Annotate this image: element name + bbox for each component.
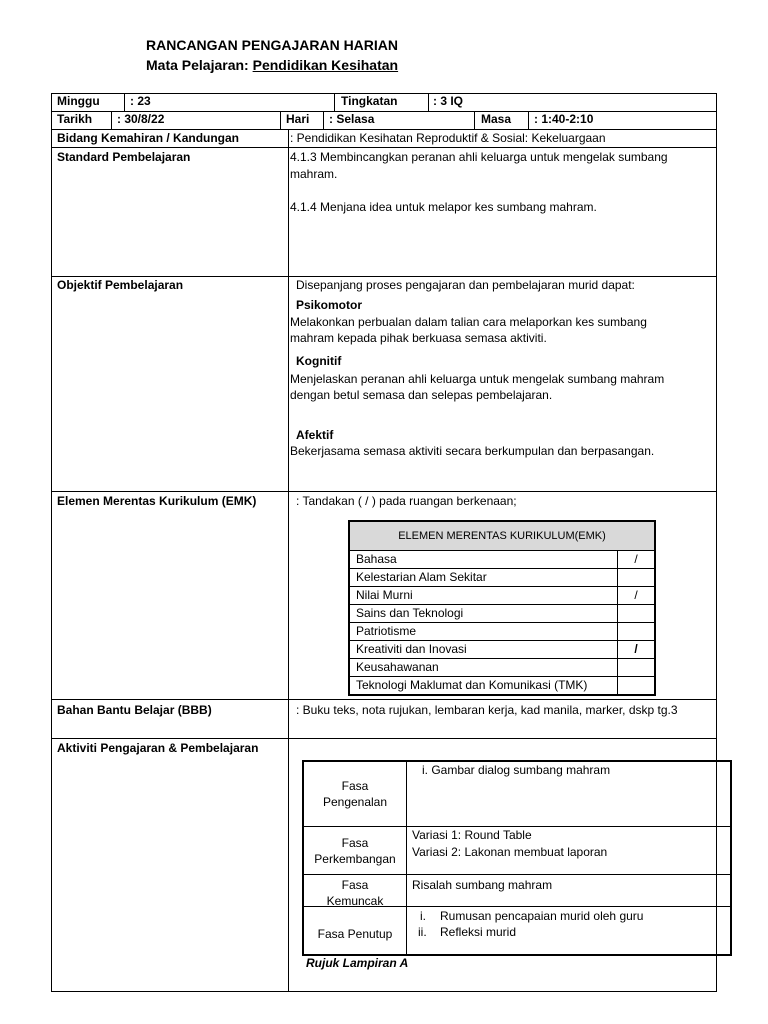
fasa-kemuncak-label: Fasa Kemuncak: [326, 878, 384, 908]
fasa-divider: [304, 874, 730, 875]
emk-table: [348, 520, 656, 696]
bidang-label: Bidang Kemahiran / Kandungan: [57, 131, 240, 145]
table-border: [288, 129, 289, 992]
emk-row: [350, 623, 654, 641]
emk-row-label: Patriotisme: [350, 623, 618, 640]
lampiran-note: Rujuk Lampiran A: [306, 956, 409, 970]
emk-row-mark: [618, 677, 654, 694]
table-border: [323, 111, 324, 129]
objektif-line: Melakonkan perbualan dalam talian cara melaporkan kes sumbang: [290, 315, 647, 329]
emk-row-label: Teknologi Maklumat dan Komunikasi (TMK): [350, 677, 618, 694]
emk-row-mark: [618, 623, 654, 640]
tarikh-value: : 30/8/22: [117, 112, 165, 126]
fasa-divider: [406, 762, 407, 954]
table-border: [474, 111, 475, 129]
fasa-penutup-numeral: i.: [420, 909, 426, 923]
fasa-penutup-label: Fasa Penutup: [317, 927, 393, 941]
objektif-label: Objektif Pembelajaran: [57, 278, 184, 292]
hari-value: : Selasa: [329, 112, 375, 126]
emk-row-label: Sains dan Teknologi: [350, 605, 618, 622]
emk-row: [350, 605, 654, 623]
objektif-line: Bekerjasama semasa aktiviti secara berkumpulan dan berpasangan.: [290, 444, 655, 458]
table-border: [124, 93, 125, 111]
psikomotor-heading: Psikomotor: [296, 298, 363, 312]
emk-row-mark: [618, 659, 654, 676]
table-border: [51, 738, 717, 739]
standard-line: 4.1.3 Membincangkan peranan ahli keluarga untuk mengelak sumbang: [290, 150, 668, 164]
table-border: [428, 93, 429, 111]
bbb-label: Bahan Bantu Belajar (BBB): [57, 703, 212, 717]
fasa-penutup-numeral: ii.: [418, 925, 427, 939]
objektif-line: mahram kepada pihak berkuasa semasa aktiviti.: [290, 331, 547, 345]
emk-row: [350, 677, 654, 694]
emk-row-mark: /: [634, 552, 638, 566]
table-border: [280, 111, 281, 129]
fasa-pengenalan-label: Fasa Pengenalan: [322, 779, 388, 809]
emk-row-label: Nilai Murni: [350, 587, 618, 604]
emk-instruction: : Tandakan ( / ) pada ruangan berkenaan;: [296, 494, 517, 508]
objektif-line: Menjelaskan peranan ahli keluarga untuk mengelak sumbang mahram: [290, 372, 665, 386]
standard-line: 4.1.4 Menjana idea untuk melapor kes sumbang mahram.: [290, 200, 597, 214]
tingkatan-value: : 3 IQ: [433, 94, 464, 108]
emk-row-mark: [618, 569, 654, 586]
emk-row-label: Bahasa: [350, 551, 618, 568]
emk-row: [350, 569, 654, 587]
page-title: RANCANGAN PENGAJARAN HARIAN: [146, 37, 399, 53]
objektif-intro: Disepanjang proses pengajaran dan pembelajaran murid dapat:: [296, 278, 635, 292]
emk-row: [350, 659, 654, 677]
emk-row-label: Kelestarian Alam Sekitar: [350, 569, 618, 586]
minggu-label: Minggu: [57, 94, 100, 108]
table-border: [51, 147, 717, 148]
kognitif-heading: Kognitif: [296, 354, 342, 368]
objektif-line: dengan betul semasa dan selepas pembelajaran.: [290, 388, 553, 402]
fasa-perkembangan-item: Variasi 1: Round Table: [412, 828, 532, 842]
table-border: [51, 93, 52, 992]
masa-value: : 1:40-2:10: [534, 112, 594, 126]
fasa-perkembangan-label: Fasa Perkembangan: [314, 836, 396, 866]
fasa-perkembangan-item: Variasi 2: Lakonan membuat laporan: [412, 845, 608, 859]
fasa-penutup-item: Refleksi murid: [440, 925, 517, 939]
subject-value: Pendidikan Kesihatan: [252, 57, 399, 73]
standard-line: mahram.: [290, 167, 338, 181]
masa-label: Masa: [481, 112, 512, 126]
bbb-value: : Buku teks, nota rujukan, lembaran kerja, kad manila, marker, dskp tg.3: [296, 703, 678, 717]
table-border: [528, 111, 529, 129]
fasa-pengenalan-item: i. Gambar dialog sumbang mahram: [422, 763, 611, 777]
emk-row-mark: /: [634, 642, 638, 656]
standard-label: Standard Pembelajaran: [57, 150, 191, 164]
fasa-penutup-item: Rumusan pencapaian murid oleh guru: [440, 909, 644, 923]
subject-label: Mata Pelajaran:: [146, 57, 249, 73]
tarikh-label: Tarikh: [57, 112, 93, 126]
emk-row-mark: /: [634, 588, 638, 602]
aktiviti-label: Aktiviti Pengajaran & Pembelajaran: [57, 741, 259, 755]
afektif-heading: Afektif: [296, 428, 334, 442]
emk-table-title: ELEMEN MERENTAS KURIKULUM(EMK): [350, 522, 654, 551]
table-border: [51, 991, 717, 992]
tingkatan-label: Tingkatan: [341, 94, 398, 108]
emk-row: [350, 551, 654, 569]
subject-heading: [146, 57, 398, 73]
fasa-table: [302, 760, 732, 956]
bidang-value: : Pendidikan Kesihatan Reproduktif & Sosial: Kekeluargaan: [290, 131, 606, 145]
table-border: [334, 93, 335, 111]
minggu-value: : 23: [130, 94, 151, 108]
table-border: [51, 699, 717, 700]
emk-row: [350, 641, 654, 659]
emk-row: [350, 587, 654, 605]
emk-label: Elemen Merentas Kurikulum (EMK): [57, 494, 257, 508]
hari-label: Hari: [286, 112, 310, 126]
table-border: [51, 491, 717, 492]
fasa-kemuncak-item: Risalah sumbang mahram: [412, 878, 553, 892]
table-border: [111, 111, 112, 129]
emk-row-label: Kreativiti dan Inovasi: [350, 641, 618, 658]
emk-row-mark: [618, 605, 654, 622]
emk-row-label: Keusahawanan: [350, 659, 618, 676]
